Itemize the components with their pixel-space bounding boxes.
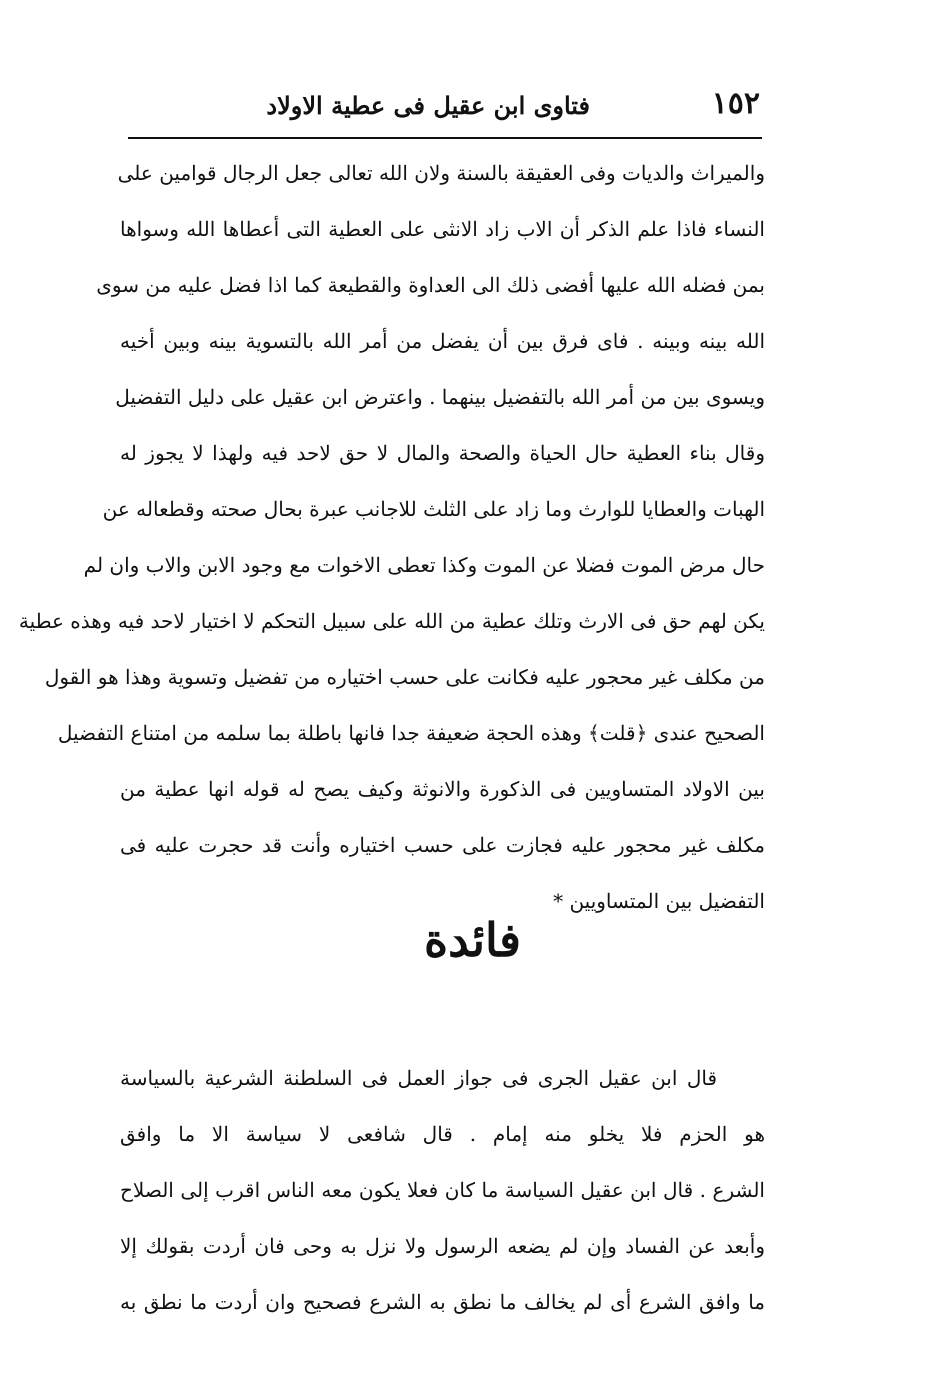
text-line: ويسوى بين من أمر الله بالتفضيل بينهما . واعترض ابن عقيل على دليل التفضيل	[115, 385, 765, 409]
header-rule	[128, 137, 762, 139]
text-line: التفضيل بين المتساويين ‌*	[553, 889, 765, 913]
text-line: هو الحزم فلا يخلو منه إمام . قال شافعى لا سياسة الا ما وافق	[120, 1122, 765, 1146]
running-title: فتاوى ابن عقيل فى عطية الاولاد	[266, 91, 590, 120]
text-line: الهبات والعطايا للوارث وما زاد على الثلث للاجانب عبرة بحال صحته وقطعاله عن	[102, 497, 765, 521]
text-line: الشرع . قال ابن عقيل السياسة ما كان فعلا يكون معه الناس اقرب إلى الصلاح	[120, 1178, 765, 1202]
text-line: وقال بناء العطية حال الحياة والصحة والمال لا حق لاحد فيه ولهذا لا يجوز له	[120, 441, 765, 465]
paragraph-1	[18, 145, 765, 929]
text-line: الله بينه وبينه . فاى فرق بين أن يفضل من أمر الله بالتسوية بينه وبين أخيه	[120, 329, 765, 353]
text-line: النساء فاذا علم الذكر أن الاب زاد الانثى على العطية التى أعطاها الله وسواها	[120, 217, 765, 241]
page-header	[130, 86, 760, 126]
section-heading: فائدة	[423, 913, 522, 967]
text-line: والميراث والديات وفى العقيقة بالسنة ولان الله تعالى جعل الرجال قوامين على	[117, 161, 765, 185]
text-line: بمن فضله الله عليها أفضى ذلك الى العداوة والقطيعة كما اذا فضل عليه من سوى	[96, 273, 765, 297]
paragraph-2	[120, 1050, 765, 1330]
text-line: وأبعد عن الفساد وإن لم يضعه الرسول ولا نزل به وحى فان أردت بقولك إلا	[120, 1234, 765, 1258]
text-line: يكن لهم حق فى الارث وتلك عطية من الله على سبيل التحكم لا اختيار لاحد فيه وهذه عطية	[18, 609, 765, 633]
text-line: مكلف غير محجور عليه فجازت على حسب اختياره وأنت قد حجرت عليه فى	[120, 833, 765, 857]
text-line: حال مرض الموت فضلا عن الموت وكذا تعطى الاخوات مع وجود الابن والاب وان لم	[83, 553, 765, 577]
text-line: بين الاولاد المتساويين فى الذكورة والانوثة وكيف يصح له قوله انها عطية من	[120, 777, 765, 801]
text-line: ما وافق الشرع أى لم يخالف ما نطق به الشرع فصحيح وان أردت ما نطق به	[120, 1290, 765, 1314]
page-number: ١٥٢	[711, 86, 760, 121]
text-line: من مكلف غير محجور عليه فكانت على حسب اختياره من تفضيل وتسوية وهذا هو القول	[44, 665, 765, 689]
text-line: الصحيح عندى ﴿قلت﴾ وهذه الحجة ضعيفة جدا فانها باطلة بما سلمه من امتناع التفضيل	[57, 721, 765, 745]
text-line: قال ابن عقيل الجرى فى جواز العمل فى السلطنة الشرعية بالسياسة	[120, 1066, 717, 1090]
